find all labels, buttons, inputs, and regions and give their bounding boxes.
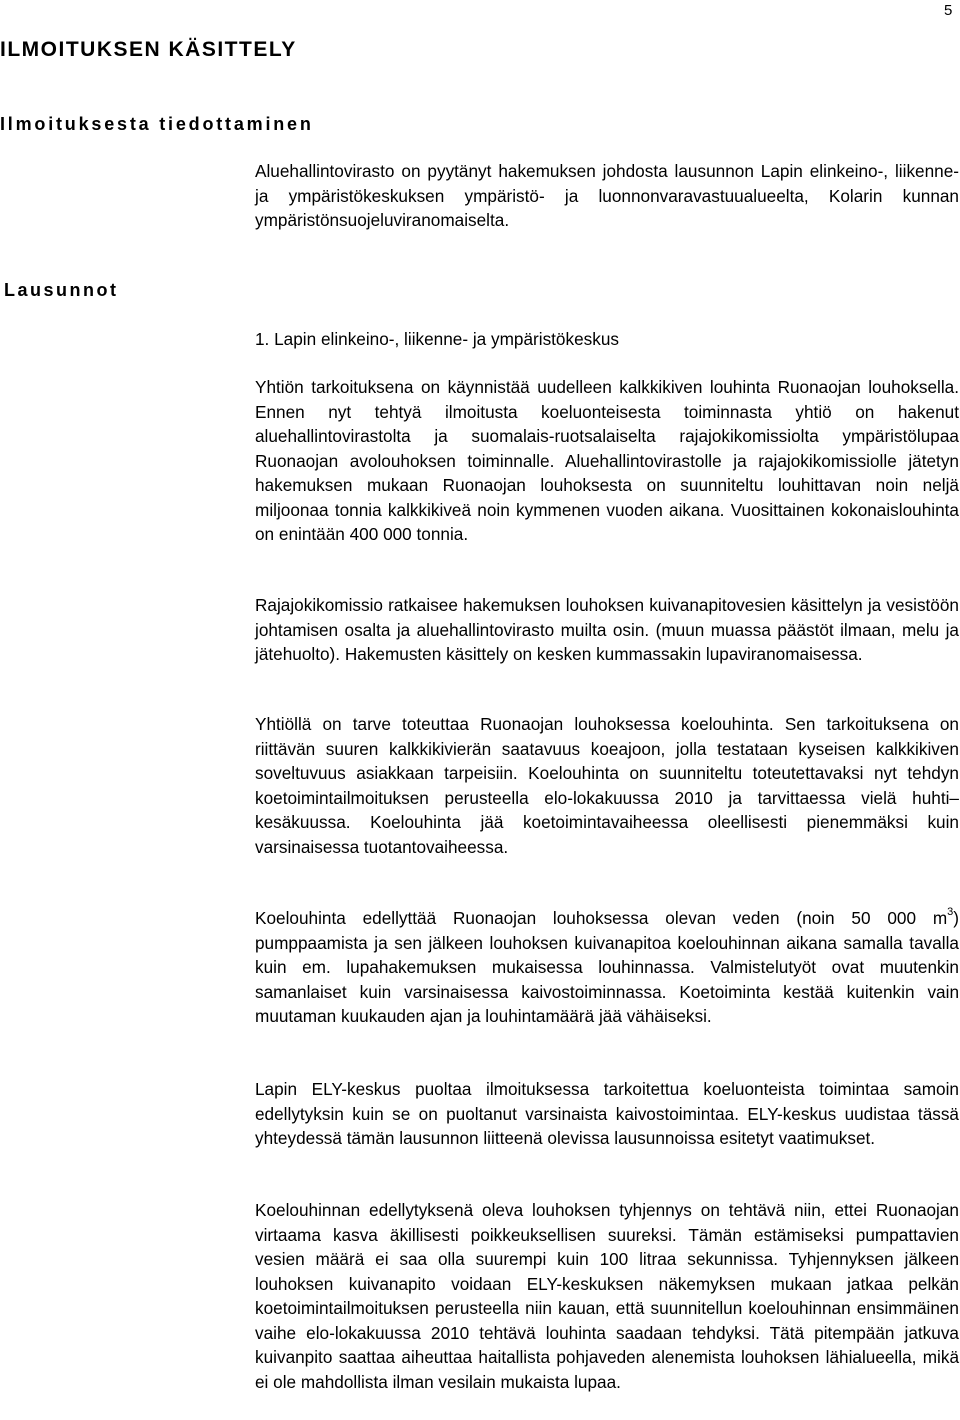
paragraph-4-part-b: ) pumppaamista ja sen jälkeen louhoksen kuivanapitoa koelouhinnan aikana samalla tavalla kuin em. lupahakemuksen mukaisessa louhinnassa. Valmistelutyöt ovat muutenkin samanlaiset kuin varsinaisessa kaivostoiminnassa. Koetoiminta kestää kuitenkin vain muutaman kuukauden ajan ja louhintamäärä jää vähäiseksi. bbox=[255, 908, 959, 1026]
paragraph-2: Rajajokikomissio ratkaisee hakemuksen louhoksen kuivanapitovesien käsittelyn ja vesistöön johtamisen osalta ja aluehallintovirasto muilta osin. (muun muassa päästöt ilmaan, melu ja jätehuolto). Hakemusten käsittely on kesken kummassakin lupaviranomaisessa. bbox=[255, 595, 959, 664]
section-heading: ILMOITUKSEN KÄSITTELY bbox=[0, 38, 297, 61]
page-number: 5 bbox=[944, 2, 953, 19]
subsection-heading: Ilmoituksesta tiedottaminen bbox=[0, 114, 314, 134]
superscript-3: 3 bbox=[947, 906, 954, 918]
intro-paragraph: Aluehallintovirasto on pyytänyt hakemuksen johdosta lausunnon Lapin elinkeino-, liikenne- ja ympäristökeskuksen ympäristö- ja luonnonvaravastuualueelta, Kolarin kunnan ympäristönsuojeluviranomaiselta. bbox=[255, 161, 959, 230]
paragraph-6: Koelouhinnan edellytyksenä oleva louhoksen tyhjennys on tehtävä niin, ettei Ruonaojan virtaama kasva äkillisesti poikkeuksellisen suureksi. Tämän estämiseksi pumpattavien vesien määrä ei saa olla suurempi kuin 100 litraa sekunnissa. Tyhjennyksen jälkeen louhoksen kuivanapito voidaan ELY-keskuksen näkemyksen mukaan jatkaa pelkän koetoimintailmoituksen perusteella niin kauan, että suunnitellun koelouhinnan ensimmäinen vaihe elo-lokakuussa 2010 tehtävä louhinta saadaan tehdyksi. Tätä pitempään jatkuva kuivanpito saattaa aiheuttaa haitallista pohjaveden alenemista louhoksen lähialueella, mikä ei ole mahdollista ilman vesilain mukaista lupaa. bbox=[255, 1200, 959, 1392]
paragraph-4-part-a: Koelouhinta edellyttää Ruonaojan louhoksessa olevan veden (noin 50 000 m bbox=[255, 908, 948, 928]
lausunnot-heading: Lausunnot bbox=[4, 280, 119, 300]
paragraph-4 bbox=[255, 906, 959, 1029]
paragraph-1: Yhtiön tarkoituksena on käynnistää uudelleen kalkkikiven louhinta Ruonaojan louhoksella. Ennen nyt tehtyä ilmoitusta koeluonteisesta toiminnasta yhtiö on hakenut aluehallintovirastolta ja suomalais-ruotsalaiselta rajajokikomissiolta ympäristölupaa Ruonaojan avolouhoksen toiminnalle. Aluehallintovirastolle ja rajajokikomissiolle jätetyn hakemuksen mukaan Ruonaojan louhoksesta on suunniteltu louhittavan noin neljä miljoonaa tonnia kalkkikiveä noin kymmenen vuoden aikana. Vuosittainen kokonaislouhinta on enintään 400 000 tonnia. bbox=[255, 377, 959, 544]
paragraph-3: Yhtiöllä on tarve toteuttaa Ruonaojan louhoksessa koelouhinta. Sen tarkoituksena on riittävän suuren kalkkikivierän saatavuus koeajoon, jolla testataan kyseisen kalkkikiven soveltuvuus asiakkaan tarpeisiin. Koelouhinta on suunniteltu toteutettavaksi nyt tehdyn koetoimintailmoituksen perusteella elo-lokakuussa 2010 ja tarvittaessa vielä huhti–kesäkuussa. Koelouhinta jää koetoimintavaiheessa oleellisesti pienemmäksi kuin varsinaisessa tuotantovaiheessa. bbox=[255, 714, 959, 857]
statement-title: 1. Lapin elinkeino-, liikenne- ja ympäristökeskus bbox=[255, 329, 619, 349]
paragraph-5: Lapin ELY-keskus puoltaa ilmoituksessa tarkoitettua koeluonteista toimintaa samoin edellytyksin kuin se on puoltanut varsinaista kaivostoimintaa. ELY-keskus uudistaa tässä yhteydessä tämän lausunnon liitteenä olevissa lausunnoissa esitetyt vaatimukset. bbox=[255, 1079, 959, 1148]
